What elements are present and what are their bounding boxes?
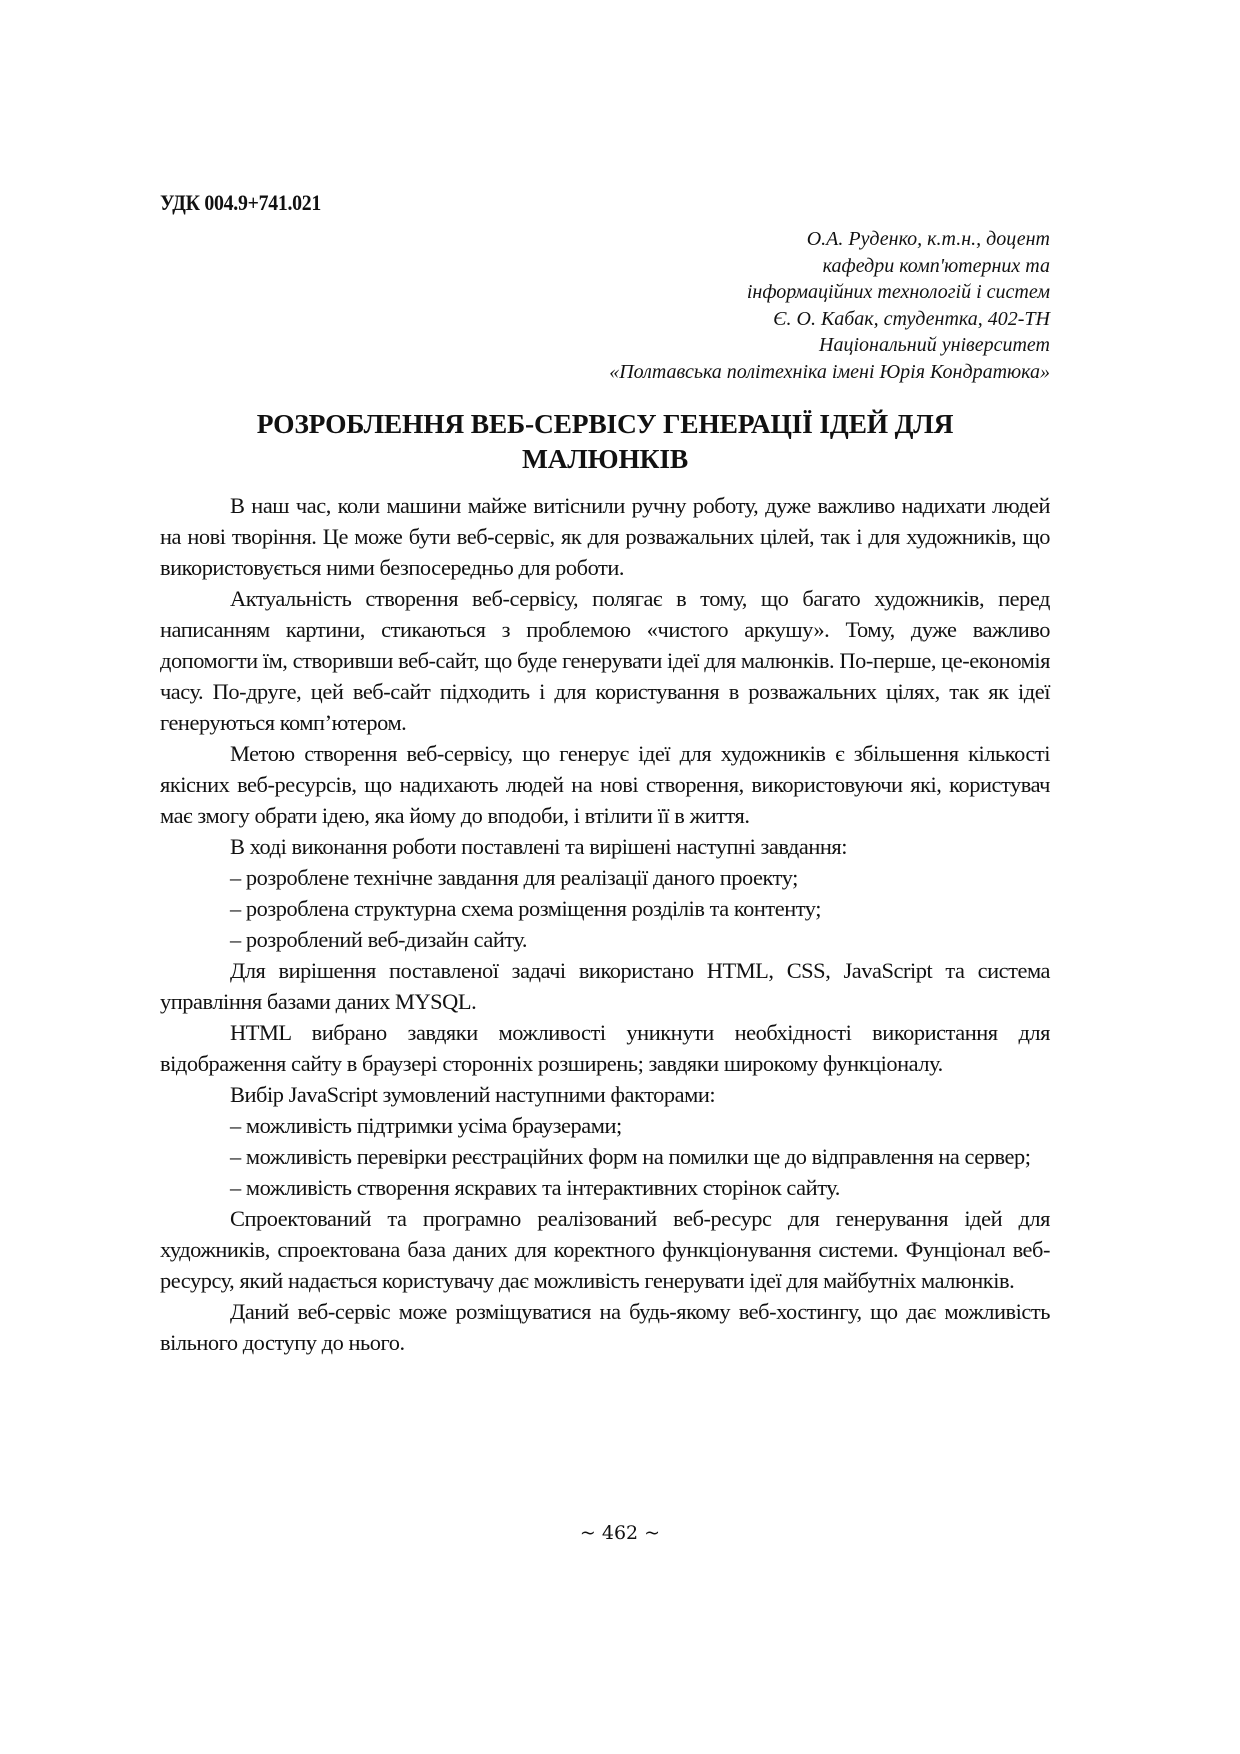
paragraph-technologies: Для вирішення поставленої задачі використано HTML, CSS, JavaScript та система управління базами даних MYSQL.: [160, 958, 1050, 1014]
author-block: [350, 226, 1050, 385]
list-item-task: – розроблений веб-дизайн сайту.: [230, 927, 528, 952]
title-line-1: РОЗРОБЛЕННЯ ВЕБ-СЕРВІСУ ГЕНЕРАЦІЇ ІДЕЙ ДЛЯ: [256, 408, 954, 439]
list-item-js-factor: – можливість підтримки усіма браузерами;: [230, 1113, 622, 1138]
paper-body: [160, 490, 1050, 1358]
title-line-2: МАЛЮНКІВ: [521, 443, 689, 474]
udc-code: УДК 004.9+741.021: [160, 190, 322, 215]
document-page: [160, 190, 1050, 1355]
author-line: Є. О. Кабак, студентка, 402-ТН: [773, 307, 1050, 330]
paragraph-intro: В наш час, коли машини майже витіснили ручну роботу, дуже важливо надихати людей на нові творіння. Це може бути веб-сервіс, як для розважальних цілей, так і для художників, що використовується ними безпосередньо для роботи.: [160, 493, 1050, 580]
paragraph-result: Спроектований та програмно реалізований веб-ресурс для генерування ідей для художників, спроектована база даних для коректного функціонування системи. Фунціонал веб-ресурсу, який надається користувачу дає можливість генерувати ідеї для майбутніх малюнків.: [160, 1206, 1050, 1293]
paragraph-tasks-intro: В ході виконання роботи поставлені та вирішені наступні завдання:: [230, 834, 848, 859]
author-line: кафедри комп'ютерних та: [822, 254, 1050, 277]
list-item-task: – розроблена структурна схема розміщення розділів та контенту;: [230, 896, 822, 921]
list-item-task: – розроблене технічне завдання для реалізації даного проекту;: [230, 865, 798, 890]
page-number: ~ 462 ~: [579, 1522, 661, 1544]
paragraph-hosting: Даний веб-сервіс може розміщуватися на будь-якому веб-хостингу, що дає можливість вільного доступу до нього.: [160, 1299, 1050, 1355]
paragraph-relevance: Актуальність створення веб-сервісу, полягає в тому, що багато художників, перед написанням картини, стикаються з проблемою «чистого аркушу». Тому, дуже важливо допомогти їм, створивши веб-сайт, що буде генерувати ідеї для малюнків. По-перше, це-економія часу. По-друге, цей веб-сайт підходить і для користування в розважальних цілях, так як ідеї генеруються комп’ютером.: [160, 586, 1050, 735]
list-item-js-factor: – можливість створення яскравих та інтерактивних сторінок сайту.: [230, 1175, 840, 1200]
paper-title: [160, 406, 1050, 476]
paragraph-js-intro: Вибір JavaScript зумовлений наступними факторами:: [230, 1082, 716, 1107]
author-line: інформаційних технологій і систем: [746, 281, 1050, 303]
author-line: Національний університет: [819, 334, 1050, 356]
list-item-js-factor: – можливість перевірки реєстраційних форм на помилки ще до відправлення на сервер;: [230, 1144, 1031, 1169]
author-line: О.А. Руденко, к.т.н., доцент: [806, 228, 1050, 250]
paragraph-html: HTML вибрано завдяки можливості уникнути необхідності використання для відображення сайту в браузері сторонніх розширень; завдяки широкому функціоналу.: [160, 1020, 1050, 1076]
author-line: «Полтавська політехніка імені Юрія Кондратюка»: [609, 360, 1050, 383]
paragraph-goal: Метою створення веб-сервісу, що генерує ідеї для художників є збільшення кількості якісних веб-ресурсів, що надихають людей на нові створення, використовуючи які, користувач має змогу обрати ідею, яка йому до вподоби, і втілити її в життя.: [160, 741, 1050, 828]
